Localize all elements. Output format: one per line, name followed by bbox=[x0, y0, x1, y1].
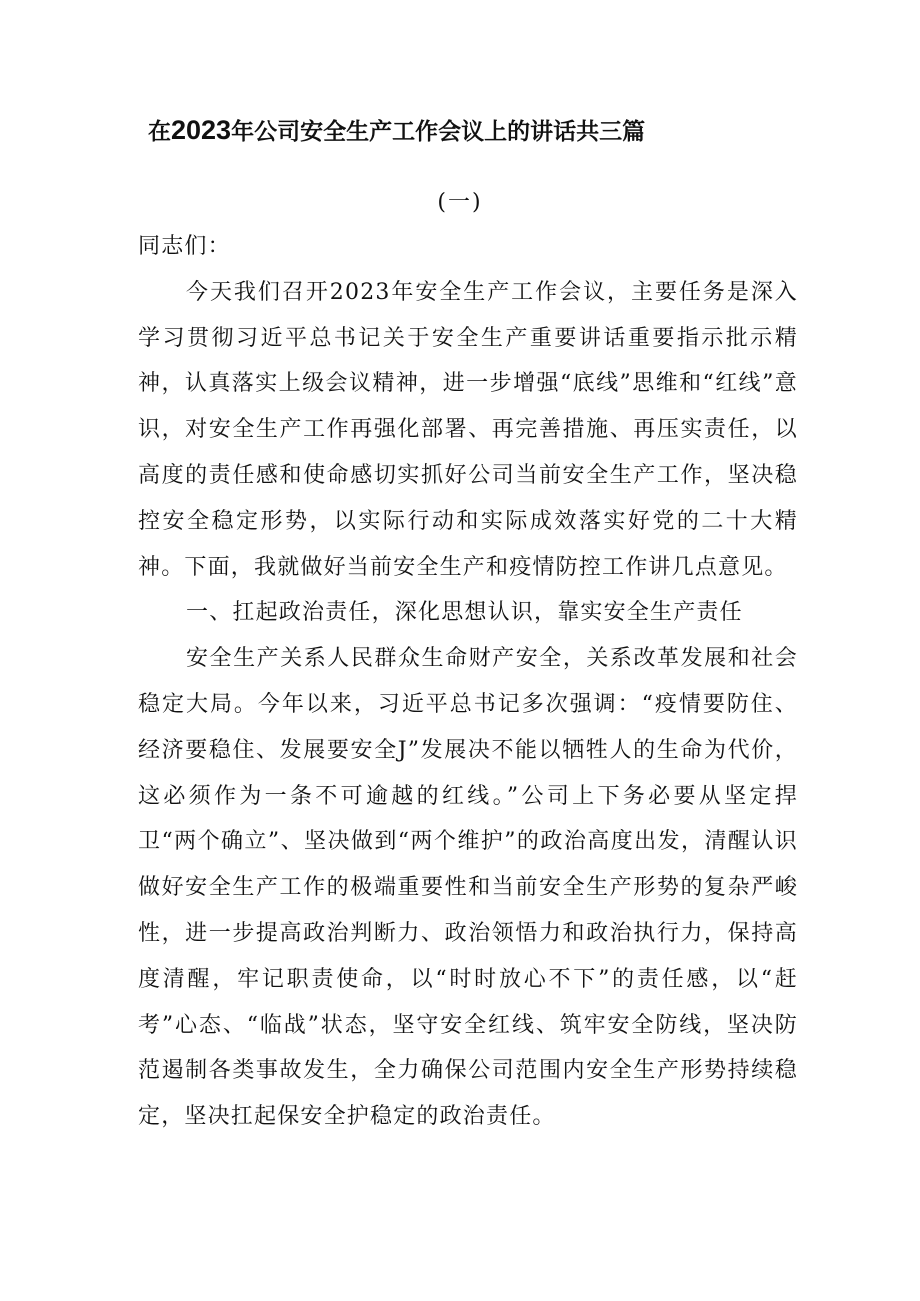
paragraph-section-one: 安全生产关系人民群众生命财产安全，关系改革发展和社会稳定大局。今年以来，习近平总书记多次强调：“疫情要防住、经济要稳住、发展要安全J”发展决不能以牺牲人的生命为代价，这必须作为一条不可逾越的红线。”公司上下务必要从坚定捍卫“两个确立”、坚决做到“两个维护”的政治高度出发，清醒认识做好安全生产工作的极端重要性和当前安全生产形势的复杂严峻性，进一步提高政治判断力、政治领悟力和政治执行力，保持高度清醒，牢记职责使命，以“时时放心不下”的责任感，以“赶考”心态、“临战”状态，坚守安全红线、筑牢安全防线，坚决防范遏制各类事故发生，全力确保公司范围内安全生产形势持续稳定，坚决扛起保安全护稳定的政治责任。 bbox=[138, 646, 798, 1130]
title-year: 2023 bbox=[171, 115, 232, 145]
section-heading-one: 一、扛起政治责任，深化思想认识，靠实安全生产责任 bbox=[186, 600, 743, 626]
title-suffix: 年公司安全生产工作会议上的讲话共三篇 bbox=[231, 119, 646, 145]
title-prefix: 在 bbox=[148, 119, 171, 145]
document-title bbox=[148, 112, 788, 150]
salutation: 同志们： bbox=[138, 234, 231, 259]
paragraph-opening: 今天我们召开2023年安全生产工作会议，主要任务是深入学习贯彻习近平总书记关于安全生产重要讲话重要指示批示精神，认真落实上级会议精神，进一步增强“底线”思维和“红线”意识，对安全生产工作再强化部署、再完善措施、再压实责任，以高度的责任感和使命感切实抓好公司当前安全生产工作，坚决稳控安全稳定形势，以实际行动和实际成效落实好党的二十大精神。下面，我就做好当前安全生产和疫情防控工作讲几点意见。 bbox=[138, 279, 798, 580]
section-number: (一) bbox=[437, 190, 483, 215]
document-body bbox=[138, 224, 798, 1140]
